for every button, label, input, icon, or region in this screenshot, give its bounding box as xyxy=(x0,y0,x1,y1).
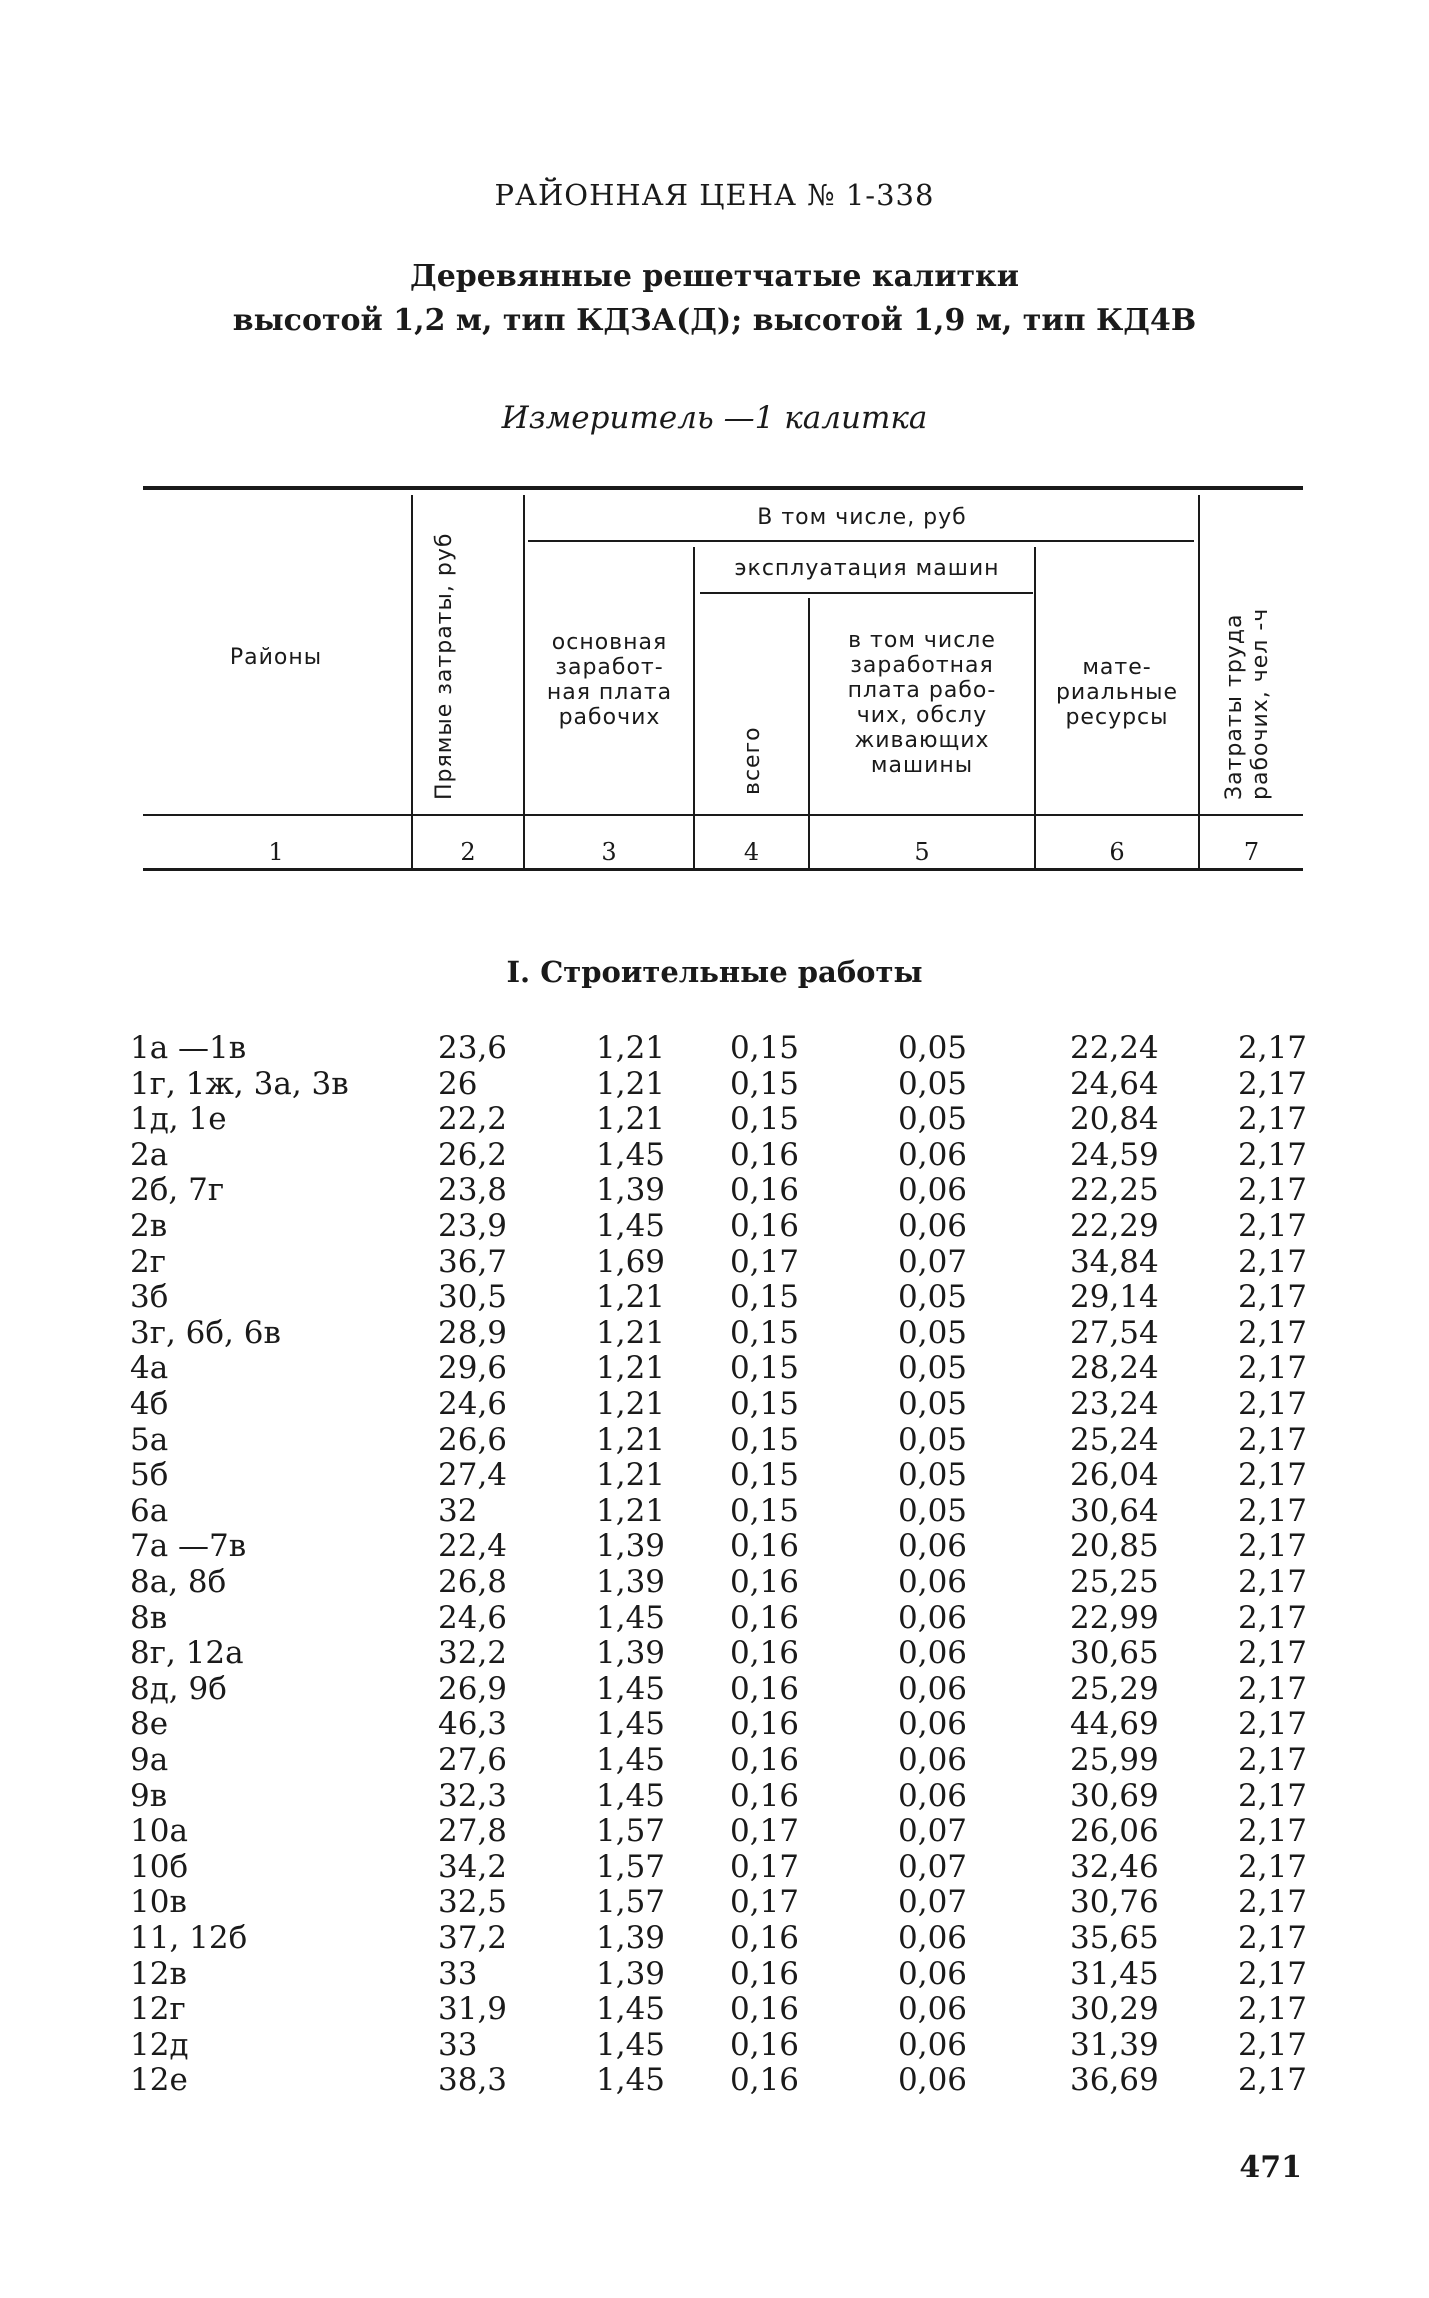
cell-base-wage: 1,39 xyxy=(596,1528,666,1565)
cell-materials: 24,59 xyxy=(1070,1136,1159,1173)
header-top-rule xyxy=(143,486,1303,490)
table-row xyxy=(0,1208,1429,1244)
cell-machine-total: 0,15 xyxy=(730,1101,800,1138)
cell-machine-total: 0,15 xyxy=(730,1386,800,1422)
table-row xyxy=(0,1066,1429,1102)
cell-direct-costs: 34,2 xyxy=(438,1848,508,1885)
cell-base-wage: 1,21 xyxy=(596,1030,666,1066)
header-machine-wage: в том числе заработная плата рабо- чих, обслу живающих машины xyxy=(847,628,997,778)
cell-direct-costs: 26,9 xyxy=(438,1670,508,1707)
cell-direct-costs: 36,7 xyxy=(438,1243,508,1280)
cell-labor-costs: 2,17 xyxy=(1238,1350,1308,1387)
cell-materials: 23,24 xyxy=(1070,1386,1159,1422)
cell-labor-costs: 2,17 xyxy=(1238,1706,1308,1743)
cell-base-wage: 1,69 xyxy=(596,1243,666,1280)
cell-region: 7а —7в xyxy=(130,1528,247,1565)
cell-materials: 30,65 xyxy=(1070,1635,1159,1672)
cell-region: 8а, 8б xyxy=(130,1564,227,1600)
cell-machine-total: 0,16 xyxy=(730,1706,800,1743)
cell-base-wage: 1,45 xyxy=(596,2062,666,2099)
cell-machine-wage: 0,06 xyxy=(898,1991,968,2028)
cell-direct-costs: 24,6 xyxy=(438,1599,508,1636)
colnum-1: 1 xyxy=(268,838,284,866)
cell-machine-total: 0,16 xyxy=(730,1955,800,1992)
table-row xyxy=(0,1884,1429,1920)
cell-direct-costs: 27,8 xyxy=(438,1813,508,1850)
cell-materials: 27,54 xyxy=(1070,1314,1159,1351)
table-row xyxy=(0,2062,1429,2098)
cell-machine-total: 0,17 xyxy=(730,1243,800,1280)
cell-materials: 36,69 xyxy=(1070,2062,1159,2099)
cell-machine-wage: 0,06 xyxy=(898,1955,968,1992)
cell-labor-costs: 2,17 xyxy=(1238,1564,1308,1600)
cell-region: 2в xyxy=(130,1208,168,1244)
cell-base-wage: 1,45 xyxy=(596,1599,666,1636)
cell-materials: 32,46 xyxy=(1070,1848,1159,1885)
cell-direct-costs: 32,2 xyxy=(438,1635,508,1672)
cell-machine-total: 0,16 xyxy=(730,1920,800,1956)
cell-region: 2б, 7г xyxy=(130,1172,225,1209)
colnum-6: 6 xyxy=(1109,838,1125,866)
header-direct-costs: Прямые затраты, руб xyxy=(432,532,457,800)
cell-materials: 29,14 xyxy=(1070,1279,1159,1316)
cell-machine-wage: 0,06 xyxy=(898,1136,968,1173)
cell-direct-costs: 27,4 xyxy=(438,1457,508,1494)
cell-region: 3б xyxy=(130,1279,169,1316)
cell-direct-costs: 27,6 xyxy=(438,1742,508,1778)
header-including: В том числе, руб xyxy=(757,505,967,530)
cell-region: 8в xyxy=(130,1599,168,1636)
cell-base-wage: 1,45 xyxy=(596,1208,666,1244)
cell-machine-wage: 0,06 xyxy=(898,1706,968,1743)
cell-region: 1а —1в xyxy=(130,1030,247,1066)
cell-machine-total: 0,16 xyxy=(730,1742,800,1778)
cell-machine-wage: 0,06 xyxy=(898,1920,968,1956)
cell-materials: 25,25 xyxy=(1070,1564,1159,1600)
col-divider-2 xyxy=(523,495,525,871)
cell-machine-total: 0,16 xyxy=(730,1208,800,1244)
cell-labor-costs: 2,17 xyxy=(1238,1848,1308,1885)
cell-machine-wage: 0,05 xyxy=(898,1030,968,1066)
table-row xyxy=(0,1564,1429,1600)
cell-labor-costs: 2,17 xyxy=(1238,1528,1308,1565)
table-row xyxy=(0,1386,1429,1422)
cell-region: 9а xyxy=(130,1742,169,1778)
table-row xyxy=(0,1635,1429,1671)
header-base-wage: основная заработ- ная плата рабочих xyxy=(546,630,673,730)
cell-labor-costs: 2,17 xyxy=(1238,1635,1308,1672)
cell-machine-total: 0,16 xyxy=(730,1991,800,2028)
cell-labor-costs: 2,17 xyxy=(1238,1314,1308,1351)
cell-region: 1д, 1е xyxy=(130,1101,227,1138)
table-row xyxy=(0,1493,1429,1529)
cell-region: 4б xyxy=(130,1386,169,1422)
cell-machine-wage: 0,06 xyxy=(898,1599,968,1636)
cell-labor-costs: 2,17 xyxy=(1238,1386,1308,1422)
cell-direct-costs: 31,9 xyxy=(438,1991,508,2028)
cell-region: 11, 12б xyxy=(130,1920,248,1956)
cell-base-wage: 1,39 xyxy=(596,1172,666,1209)
cell-labor-costs: 2,17 xyxy=(1238,1421,1308,1458)
colnum-bottom-rule xyxy=(143,868,1303,871)
cell-direct-costs: 26,2 xyxy=(438,1136,508,1173)
table-row xyxy=(0,1742,1429,1778)
cell-base-wage: 1,21 xyxy=(596,1314,666,1351)
cell-labor-costs: 2,17 xyxy=(1238,1670,1308,1707)
cell-region: 12д xyxy=(130,2026,189,2063)
cell-materials: 25,29 xyxy=(1070,1670,1159,1707)
header-bottom-rule xyxy=(143,814,1303,816)
table-row xyxy=(0,1279,1429,1315)
measure-unit: Измеритель —1 калитка xyxy=(501,400,928,436)
header-materials: мате- риальные ресурсы xyxy=(1055,655,1179,730)
cell-direct-costs: 24,6 xyxy=(438,1386,508,1422)
cell-machine-total: 0,15 xyxy=(730,1030,800,1066)
table-row xyxy=(0,1137,1429,1173)
cell-direct-costs: 23,6 xyxy=(438,1030,508,1066)
cell-machine-total: 0,17 xyxy=(730,1884,800,1921)
cell-direct-costs: 23,9 xyxy=(438,1208,508,1244)
cell-materials: 25,24 xyxy=(1070,1421,1159,1458)
cell-region: 5б xyxy=(130,1457,169,1494)
cell-direct-costs: 23,8 xyxy=(438,1172,508,1209)
table-row xyxy=(0,1172,1429,1208)
cell-labor-costs: 2,17 xyxy=(1238,1136,1308,1173)
table-row xyxy=(0,1671,1429,1707)
including-rule xyxy=(528,540,1194,542)
cell-region: 8д, 9б xyxy=(130,1670,227,1707)
cell-machine-wage: 0,06 xyxy=(898,1564,968,1600)
cell-direct-costs: 46,3 xyxy=(438,1706,508,1743)
cell-base-wage: 1,21 xyxy=(596,1350,666,1387)
header-regions: Районы xyxy=(229,645,323,670)
cell-materials: 22,99 xyxy=(1070,1599,1159,1636)
cell-materials: 31,45 xyxy=(1070,1955,1159,1992)
cell-machine-wage: 0,05 xyxy=(898,1314,968,1351)
cell-labor-costs: 2,17 xyxy=(1238,1884,1308,1921)
cell-machine-wage: 0,05 xyxy=(898,1350,968,1387)
cell-materials: 22,25 xyxy=(1070,1172,1159,1209)
cell-materials: 28,24 xyxy=(1070,1350,1159,1387)
cell-base-wage: 1,39 xyxy=(596,1635,666,1672)
cell-machine-wage: 0,05 xyxy=(898,1421,968,1458)
cell-machine-wage: 0,06 xyxy=(898,1670,968,1707)
cell-base-wage: 1,45 xyxy=(596,1777,666,1814)
table-row xyxy=(0,1457,1429,1493)
section-title: I. Строительные работы xyxy=(506,955,923,989)
cell-region: 8г, 12а xyxy=(130,1635,244,1672)
cell-base-wage: 1,45 xyxy=(596,1742,666,1778)
colnum-2: 2 xyxy=(460,838,476,866)
table-row xyxy=(0,1528,1429,1564)
cell-machine-wage: 0,07 xyxy=(898,1884,968,1921)
cell-direct-costs: 32,3 xyxy=(438,1777,508,1814)
cell-direct-costs: 32,5 xyxy=(438,1884,508,1921)
cell-labor-costs: 2,17 xyxy=(1238,1492,1308,1529)
subtitle-line-2: высотой 1,2 м, тип КДЗА(Д); высотой 1,9 м, тип КД4В xyxy=(232,303,1197,338)
col-divider-1 xyxy=(411,495,413,871)
cell-materials: 25,99 xyxy=(1070,1742,1159,1778)
header-total: всего xyxy=(740,726,765,795)
cell-machine-total: 0,17 xyxy=(730,1813,800,1850)
cell-labor-costs: 2,17 xyxy=(1238,1955,1308,1992)
cell-materials: 30,64 xyxy=(1070,1492,1159,1529)
cell-machine-wage: 0,05 xyxy=(898,1457,968,1494)
cell-machine-total: 0,15 xyxy=(730,1421,800,1458)
cell-machine-total: 0,16 xyxy=(730,1564,800,1600)
cell-base-wage: 1,45 xyxy=(596,1670,666,1707)
cell-machine-wage: 0,07 xyxy=(898,1243,968,1280)
colnum-7: 7 xyxy=(1243,838,1260,866)
cell-labor-costs: 2,17 xyxy=(1238,1777,1308,1814)
cell-machine-total: 0,15 xyxy=(730,1065,800,1102)
col-divider-5 xyxy=(1034,547,1036,871)
cell-direct-costs: 33 xyxy=(438,1955,478,1992)
cell-labor-costs: 2,17 xyxy=(1238,1065,1308,1102)
table-row xyxy=(0,2027,1429,2063)
cell-region: 4а xyxy=(130,1350,169,1387)
cell-region: 1г, 1ж, 3а, 3в xyxy=(130,1065,349,1102)
cell-region: 8е xyxy=(130,1706,169,1743)
cell-labor-costs: 2,17 xyxy=(1238,1172,1308,1209)
cell-direct-costs: 38,3 xyxy=(438,2062,508,2099)
cell-materials: 22,24 xyxy=(1070,1030,1159,1066)
cell-materials: 26,06 xyxy=(1070,1813,1159,1850)
cell-direct-costs: 37,2 xyxy=(438,1920,508,1956)
cell-region: 2г xyxy=(130,1243,166,1280)
cell-labor-costs: 2,17 xyxy=(1238,2062,1308,2099)
cell-labor-costs: 2,17 xyxy=(1238,1599,1308,1636)
cell-region: 9в xyxy=(130,1777,168,1814)
cell-direct-costs: 29,6 xyxy=(438,1350,508,1387)
page-title: РАЙОННАЯ ЦЕНА № 1-338 xyxy=(494,178,935,212)
cell-machine-wage: 0,07 xyxy=(898,1848,968,1885)
cell-materials: 44,69 xyxy=(1070,1706,1159,1743)
cell-materials: 30,29 xyxy=(1070,1991,1159,2028)
table-row xyxy=(0,1244,1429,1280)
cell-machine-total: 0,16 xyxy=(730,1635,800,1672)
cell-region: 10б xyxy=(130,1848,189,1885)
cell-materials: 20,84 xyxy=(1070,1101,1159,1138)
cell-materials: 22,29 xyxy=(1070,1208,1159,1244)
cell-base-wage: 1,21 xyxy=(596,1492,666,1529)
cell-materials: 20,85 xyxy=(1070,1528,1159,1565)
table-row xyxy=(0,1778,1429,1814)
cell-machine-total: 0,16 xyxy=(730,2026,800,2063)
table-row xyxy=(0,1991,1429,2027)
cell-materials: 26,04 xyxy=(1070,1457,1159,1494)
cell-machine-total: 0,16 xyxy=(730,1528,800,1565)
cell-materials: 31,39 xyxy=(1070,2026,1159,2063)
cell-direct-costs: 30,5 xyxy=(438,1279,508,1316)
colnum-5: 5 xyxy=(914,838,930,866)
cell-labor-costs: 2,17 xyxy=(1238,1742,1308,1778)
cell-base-wage: 1,21 xyxy=(596,1101,666,1138)
subtitle-line-1: Деревянные решетчатые калитки xyxy=(410,259,1019,294)
cell-base-wage: 1,57 xyxy=(596,1884,666,1921)
colnum-3: 3 xyxy=(601,838,617,866)
cell-materials: 30,69 xyxy=(1070,1777,1159,1814)
cell-machine-wage: 0,05 xyxy=(898,1101,968,1138)
table-row xyxy=(0,1350,1429,1386)
cell-labor-costs: 2,17 xyxy=(1238,1813,1308,1850)
cell-labor-costs: 2,17 xyxy=(1238,1208,1308,1244)
cell-region: 3г, 6б, 6в xyxy=(130,1314,281,1351)
cell-region: 2а xyxy=(130,1136,169,1173)
cell-machine-total: 0,16 xyxy=(730,1172,800,1209)
cell-materials: 35,65 xyxy=(1070,1920,1159,1956)
cell-machine-total: 0,15 xyxy=(730,1457,800,1494)
cell-machine-wage: 0,06 xyxy=(898,2026,968,2063)
cell-direct-costs: 22,4 xyxy=(438,1528,508,1565)
cell-machine-wage: 0,05 xyxy=(898,1492,968,1529)
cell-machine-total: 0,15 xyxy=(730,1492,800,1529)
table-row xyxy=(0,1956,1429,1992)
table-row xyxy=(0,1920,1429,1956)
cell-labor-costs: 2,17 xyxy=(1238,1279,1308,1316)
cell-labor-costs: 2,17 xyxy=(1238,1030,1308,1066)
cell-base-wage: 1,21 xyxy=(596,1421,666,1458)
cell-materials: 30,76 xyxy=(1070,1884,1159,1921)
cell-region: 12в xyxy=(130,1955,187,1992)
cell-machine-total: 0,16 xyxy=(730,1777,800,1814)
cell-machine-wage: 0,05 xyxy=(898,1065,968,1102)
cell-region: 5а xyxy=(130,1421,169,1458)
cell-machine-total: 0,16 xyxy=(730,2062,800,2099)
col-divider-4 xyxy=(808,598,810,871)
cell-base-wage: 1,39 xyxy=(596,1920,666,1956)
header-labor-costs: Затраты труда рабочих, чел -ч xyxy=(1222,607,1273,800)
cell-base-wage: 1,45 xyxy=(596,1706,666,1743)
cell-machine-wage: 0,06 xyxy=(898,1635,968,1672)
cell-base-wage: 1,39 xyxy=(596,1955,666,1992)
colnum-4: 4 xyxy=(743,838,760,866)
cell-machine-wage: 0,05 xyxy=(898,1279,968,1316)
cell-base-wage: 1,21 xyxy=(596,1386,666,1422)
cell-region: 10а xyxy=(130,1813,188,1850)
cell-region: 6а xyxy=(130,1492,169,1529)
cell-base-wage: 1,21 xyxy=(596,1457,666,1494)
cell-machine-total: 0,17 xyxy=(730,1848,800,1885)
cell-machine-total: 0,15 xyxy=(730,1279,800,1316)
subtitle xyxy=(0,255,1429,343)
cell-machine-total: 0,15 xyxy=(730,1314,800,1351)
cell-direct-costs: 22,2 xyxy=(438,1101,508,1138)
cell-base-wage: 1,39 xyxy=(596,1564,666,1600)
table-row xyxy=(0,1849,1429,1885)
table-row xyxy=(0,1813,1429,1849)
table-row xyxy=(0,1101,1429,1137)
cell-direct-costs: 28,9 xyxy=(438,1314,508,1351)
cell-direct-costs: 33 xyxy=(438,2026,478,2063)
cell-machine-wage: 0,06 xyxy=(898,1172,968,1209)
cell-labor-costs: 2,17 xyxy=(1238,1991,1308,2028)
cell-machine-wage: 0,05 xyxy=(898,1386,968,1422)
cell-direct-costs: 32 xyxy=(438,1492,478,1529)
cell-base-wage: 1,45 xyxy=(596,2026,666,2063)
table-row xyxy=(0,1315,1429,1351)
cell-machine-total: 0,16 xyxy=(730,1136,800,1173)
table-row xyxy=(0,1600,1429,1636)
cell-base-wage: 1,21 xyxy=(596,1065,666,1102)
table-row xyxy=(0,1030,1429,1066)
cell-machine-wage: 0,06 xyxy=(898,1528,968,1565)
col-divider-6 xyxy=(1198,495,1200,871)
cell-machine-total: 0,16 xyxy=(730,1670,800,1707)
cell-machine-total: 0,15 xyxy=(730,1350,800,1387)
cell-direct-costs: 26,8 xyxy=(438,1564,508,1600)
cell-materials: 34,84 xyxy=(1070,1243,1159,1280)
cell-direct-costs: 26 xyxy=(438,1065,478,1102)
cell-base-wage: 1,45 xyxy=(596,1136,666,1173)
cell-machine-wage: 0,06 xyxy=(898,1777,968,1814)
cell-base-wage: 1,57 xyxy=(596,1848,666,1885)
cell-machine-wage: 0,06 xyxy=(898,2062,968,2099)
header-machine-operation: эксплуатация машин xyxy=(734,556,1000,581)
table-row xyxy=(0,1706,1429,1742)
page-number: 471 xyxy=(1239,2150,1302,2185)
col-divider-3 xyxy=(693,547,695,871)
cell-labor-costs: 2,17 xyxy=(1238,1920,1308,1956)
cell-base-wage: 1,21 xyxy=(596,1279,666,1316)
cell-materials: 24,64 xyxy=(1070,1065,1159,1102)
cell-labor-costs: 2,17 xyxy=(1238,1243,1308,1280)
cell-machine-wage: 0,06 xyxy=(898,1208,968,1244)
table-row xyxy=(0,1422,1429,1458)
cell-labor-costs: 2,17 xyxy=(1238,2026,1308,2063)
cell-region: 12г xyxy=(130,1991,186,2028)
cell-machine-wage: 0,07 xyxy=(898,1813,968,1850)
cell-region: 10в xyxy=(130,1884,187,1921)
cell-machine-wage: 0,06 xyxy=(898,1742,968,1778)
cell-labor-costs: 2,17 xyxy=(1238,1457,1308,1494)
cell-labor-costs: 2,17 xyxy=(1238,1101,1308,1138)
cell-base-wage: 1,45 xyxy=(596,1991,666,2028)
cell-direct-costs: 26,6 xyxy=(438,1421,508,1458)
cell-machine-total: 0,16 xyxy=(730,1599,800,1636)
cell-base-wage: 1,57 xyxy=(596,1813,666,1850)
machine-rule xyxy=(700,592,1033,594)
cell-region: 12е xyxy=(130,2062,188,2099)
